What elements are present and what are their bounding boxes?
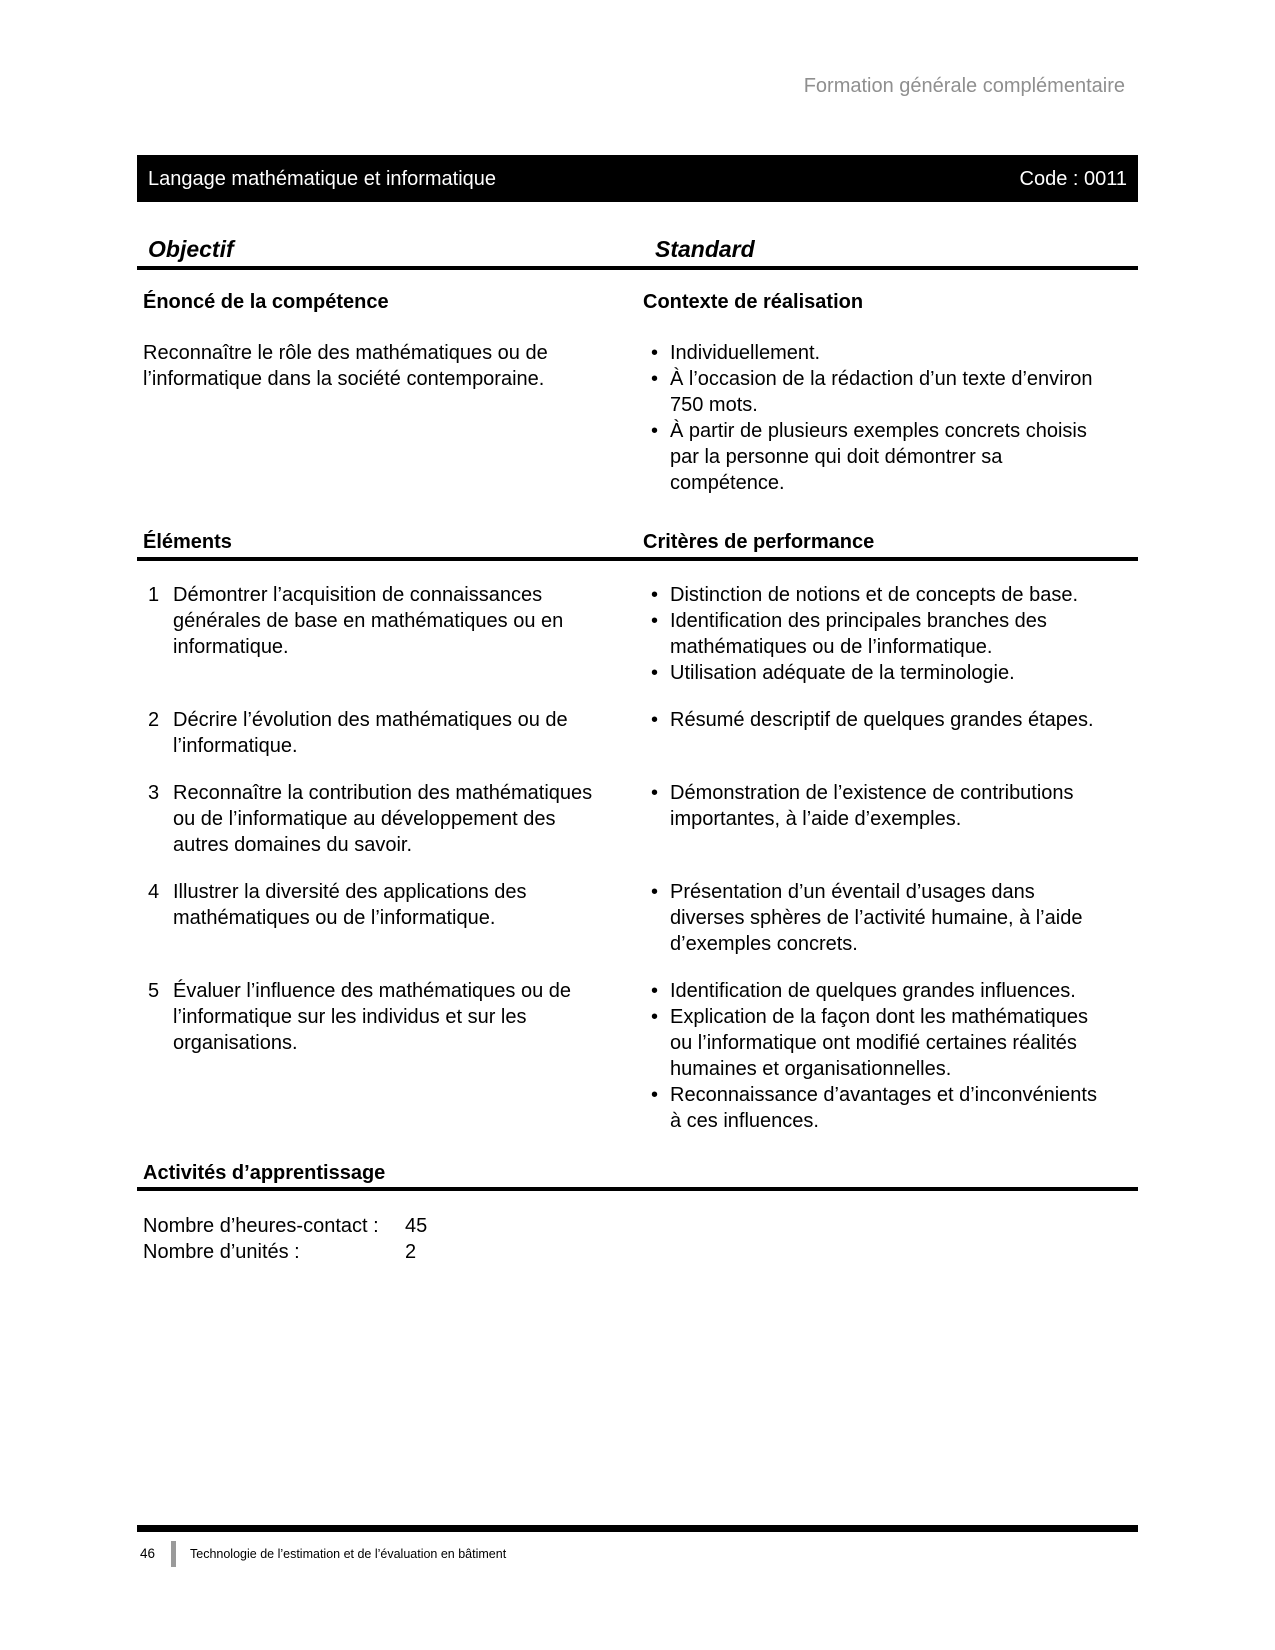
units-value: 2 xyxy=(405,1241,417,1263)
criteres-heading: Critères de performance xyxy=(643,531,875,553)
criteria-item: • Distinction de notions et de concepts de base. xyxy=(643,582,1105,608)
course-title: Langage mathématique et informatique xyxy=(148,167,497,190)
contexte-bullet: • À l’occasion de la rédaction d’un texte d’environ 750 mots. xyxy=(643,366,1105,418)
standard-title: Standard xyxy=(655,236,755,262)
hours-block xyxy=(137,1213,1138,1265)
header-rule xyxy=(137,266,1138,270)
element-item xyxy=(137,582,1138,686)
footer-rule xyxy=(137,1525,1138,1532)
element-item xyxy=(137,707,1138,759)
element-number: 3 xyxy=(148,782,160,804)
criteria-list xyxy=(643,879,1105,957)
element-text: Illustrer la diversité des applications des mathématiques ou de l’informatique. xyxy=(173,881,527,929)
running-header: Formation générale complémentaire xyxy=(803,75,1125,97)
activites-heading: Activités d’apprentissage xyxy=(143,1162,386,1184)
hours-label: Nombre d’heures-contact : xyxy=(143,1215,379,1237)
page-number: 46 xyxy=(140,1546,156,1561)
activites-rule xyxy=(137,1187,1138,1191)
footer-divider-bar xyxy=(171,1541,176,1567)
criteria-item: • Reconnaissance d’avantages et d’inconvénients à ces influences. xyxy=(643,1082,1105,1134)
criteria-item: • Utilisation adéquate de la terminologie. xyxy=(643,660,1105,686)
element-item xyxy=(137,780,1138,858)
element-text: Décrire l’évolution des mathématiques ou de l’informatique. xyxy=(173,709,568,757)
elements-heading: Éléments xyxy=(143,531,232,553)
footer-program-title: Technologie de l’estimation et de l’évaluation en bâtiment xyxy=(190,1547,507,1561)
elements-heading-row xyxy=(137,530,1138,554)
element-number: 4 xyxy=(148,881,160,903)
element-number: 1 xyxy=(148,584,160,606)
course-title-bar xyxy=(137,155,1138,202)
enonce-body: Reconnaître le rôle des mathématiques ou de l’informatique dans la société contemporaine. xyxy=(143,342,548,390)
criteria-item: • Explication de la façon dont les mathématiques ou l’informatique ont modifié certaines réalités humaines et organisationnelles. xyxy=(643,1004,1105,1082)
criteria-item: • Identification des principales branches des mathématiques ou de l’informatique. xyxy=(643,608,1105,660)
contexte-heading: Contexte de réalisation xyxy=(643,291,864,313)
objectif-title: Objectif xyxy=(148,236,234,262)
element-text: Reconnaître la contribution des mathématiques ou de l’informatique au développement des autres domaines du savoir. xyxy=(173,782,593,856)
page-footer xyxy=(140,1540,506,1568)
page-content xyxy=(137,0,1138,1265)
contexte-bullet-list xyxy=(643,340,1105,496)
elements-rule xyxy=(137,557,1138,561)
activites-section xyxy=(137,1161,1138,1191)
element-text: Évaluer l’influence des mathématiques ou de l’informatique sur les individus et sur les organisations. xyxy=(173,980,572,1054)
element-number: 2 xyxy=(148,709,160,731)
hours-value: 45 xyxy=(405,1215,428,1237)
competence-section xyxy=(137,290,1138,496)
criteria-item: • Démonstration de l’existence de contributions importantes, à l’aide d’exemples. xyxy=(643,780,1105,832)
contexte-bullet: • À partir de plusieurs exemples concrets choisis par la personne qui doit démontrer sa compétence. xyxy=(643,418,1105,496)
units-label: Nombre d’unités : xyxy=(143,1241,300,1263)
units-row xyxy=(143,1239,1138,1265)
column-titles-row xyxy=(137,236,1138,262)
hours-row xyxy=(143,1213,1138,1239)
criteria-list xyxy=(643,978,1105,1134)
element-item xyxy=(137,978,1138,1134)
elements-list xyxy=(137,582,1138,1134)
element-number: 5 xyxy=(148,980,160,1002)
element-item xyxy=(137,879,1138,957)
criteria-item: • Identification de quelques grandes influences. xyxy=(643,978,1105,1004)
criteria-item: • Résumé descriptif de quelques grandes étapes. xyxy=(643,707,1105,733)
criteria-item: • Présentation d’un éventail d’usages dans diverses sphères de l’activité humaine, à l’aide d’exemples concrets. xyxy=(643,879,1105,957)
enonce-heading: Énoncé de la compétence xyxy=(143,291,389,313)
element-text: Démontrer l’acquisition de connaissances générales de base en mathématiques ou en informatique. xyxy=(173,584,564,658)
criteria-list xyxy=(643,582,1105,686)
contexte-bullet: • Individuellement. xyxy=(643,340,1105,366)
course-code: Code : 0011 xyxy=(1019,167,1127,190)
criteria-list xyxy=(643,707,1105,733)
criteria-list xyxy=(643,780,1105,832)
